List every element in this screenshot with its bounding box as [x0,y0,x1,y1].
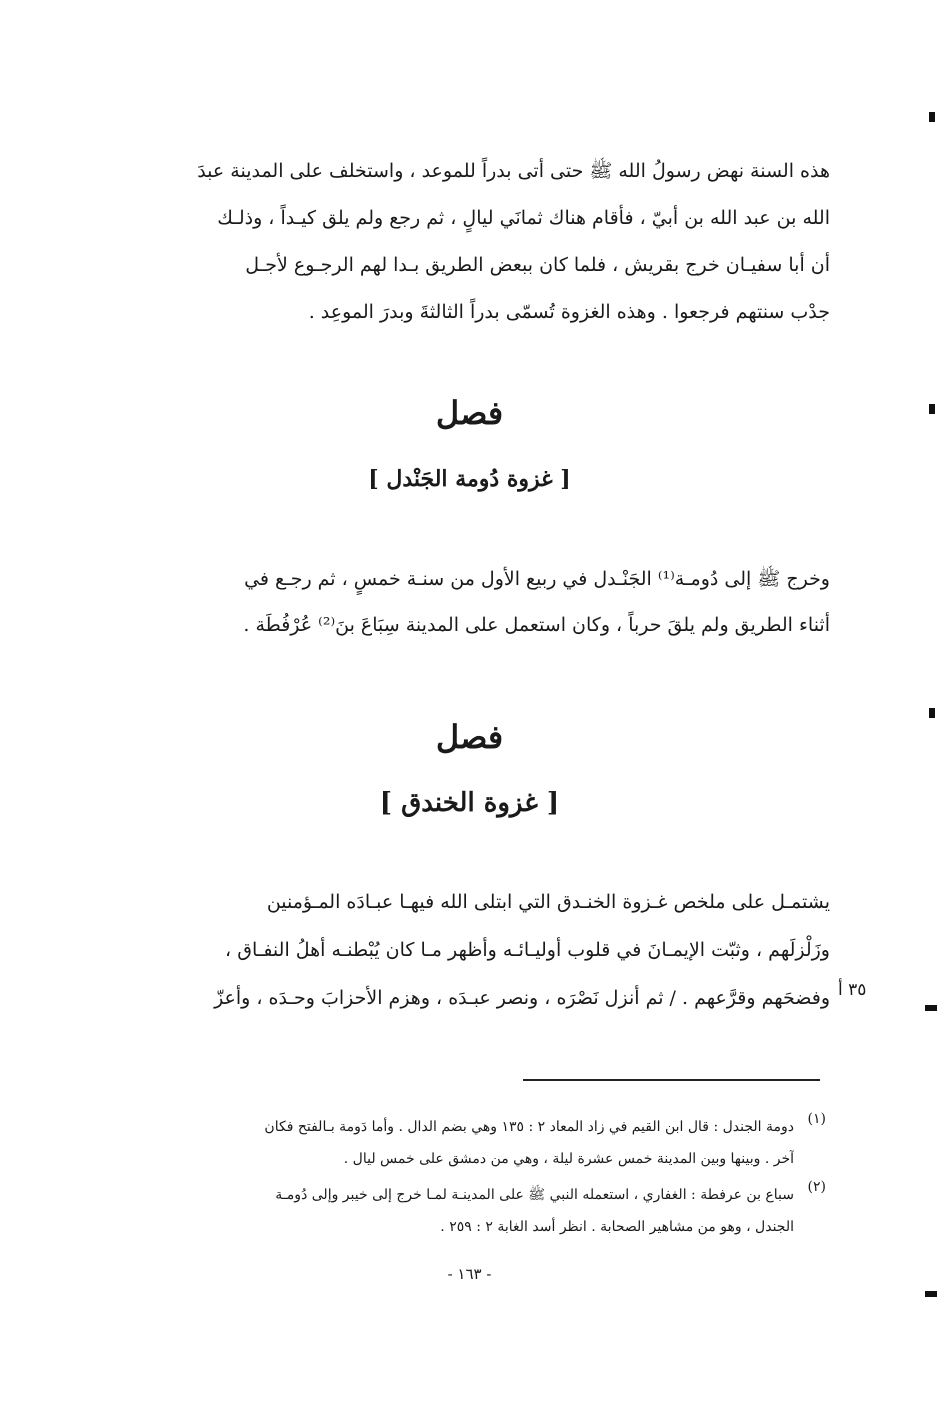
scan-edge-mark [929,708,935,718]
footnote-line: آخر . وبينها وبين المدينة خمس عشرة ليلة ، وهي من دمشق على خمس ليال . [343,1151,794,1167]
text-line: يشتمـل على ملخص غـزوة الخنـدق التي ابتلى الله فيهـا عبـادَه المـؤمنين [266,891,830,913]
scan-edge-mark [929,404,935,414]
section-subheading: [ غزوة دُومة الجَنْدل ] [368,466,571,492]
text-line: وخرج ﷺ إلى دُومـة⁽¹⁾ الجَنْـدل في ربيع الأول من سنـة خمسٍ ، ثم رجـع في [244,568,830,590]
text-line: أثناء الطريق ولم يلقَ حرباً ، وكان استعمل على المدينة سِبَاعَ بنَ⁽²⁾ عُرْفُطَة . [243,614,830,636]
text-line: أن أبا سفيـان خرج بقريش ، فلما كان ببعض الطريق بـدا لهم الرجـوع لأجـل [245,254,830,276]
section-heading: فصل [435,718,504,756]
paragraph-badr [122,148,830,336]
scan-edge-mark [925,1005,937,1011]
paragraph-khandaq [122,878,830,1022]
footnote-divider [523,1079,820,1081]
text-line: جدْب سنتهم فرجعوا . وهذه الغزوة تُسمّى بدراً الثالثةَ وبدرَ الموعِد . [308,301,830,323]
text-line: هذه السنة نهض رسولُ الله ﷺ حتى أتى بدراً للموعد ، واستخلف على المدينة عبدَ [197,160,830,182]
paragraph-dumat-al-jandal [127,556,830,648]
footnote-line: سباع بن عرفطة : الغفاري ، استعمله النبي ﷺ على المدينـة لمـا خرج إلى خيبر وإلى دُومـة [275,1187,794,1203]
scan-edge-mark [929,112,935,122]
text-line: وزَلْزلَهم ، وثبّت الإيمـانَ في قلوب أوليـائـه وأظهر مـا كان يُبْطنـه أهلُ النفـاق ، [225,939,830,961]
footnote-number: (١) [807,1111,826,1127]
footnote-line: الجندل ، وهو من مشاهير الصحابة . انظر أسد الغابة ٢ : ٢٥٩ . [440,1219,794,1235]
section-subheading: [ غزوة الخندق ] [379,788,560,818]
footnote [122,1179,826,1243]
text-line: وفضحَهم وقرَّعهم . / ثم أنزل نَصْرَه ، ونصر عبـدَه ، وهزم الأحزابَ وحـدَه ، وأعزّ [214,987,830,1009]
footnote-number: (٢) [807,1179,826,1195]
footnote-line: دومة الجندل : قال ابن القيم في زاد المعاد ٢ : ١٣٥ وهي بضم الدال . وأما دَومة بـالفتح فكان [264,1119,794,1135]
manuscript-folio-note: ٣٥ أ [838,980,867,1000]
section-heading: فصل [435,394,504,432]
text-line: الله بن عبد الله بن أبيّ ، فأقام هناك ثمانَي ليالٍ ، ثم رجع ولم يلق كيـداً ، وذلـك [217,207,830,229]
footnote [122,1111,826,1175]
scan-edge-mark [925,1291,937,1297]
page-number: - ١٦٣ - [447,1265,492,1283]
